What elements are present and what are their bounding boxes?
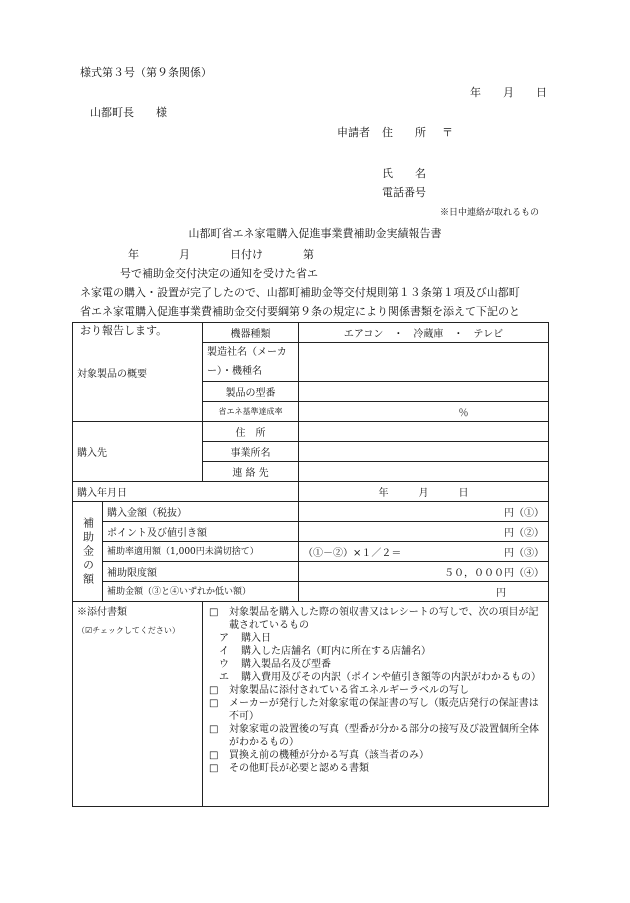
attachment-text: メーカーが発行した対象家電の保証書の写し（販売店発行の保証書は不可） — [229, 698, 539, 722]
manufacturer-label-1: 製造社名（メーカ — [207, 347, 287, 358]
rate-formula: （①－②）×１／２＝ — [303, 548, 402, 559]
device-type-label: 機器種類 — [203, 323, 299, 343]
purchase-place-label: 購入先 — [73, 422, 203, 482]
attachments-list — [207, 606, 544, 775]
attachment-item — [207, 645, 544, 658]
attachments-label-cell — [73, 602, 203, 807]
checkbox-icon[interactable]: □ — [209, 724, 219, 735]
report-table — [72, 322, 549, 807]
attachment-item[interactable] — [207, 723, 544, 749]
attachment-text: 購入した店舗名（町内に所在する店舗名） — [241, 646, 431, 657]
business-name-input[interactable] — [299, 442, 549, 462]
attachment-item[interactable] — [207, 762, 544, 775]
discount-input[interactable]: 円（②） — [299, 522, 549, 542]
subsidy-total-input[interactable] — [299, 582, 549, 602]
body-year: 年 — [128, 248, 139, 261]
attachment-item[interactable] — [207, 697, 544, 723]
checkbox-icon[interactable]: □ — [209, 607, 219, 618]
model-input[interactable] — [299, 382, 549, 402]
manufacturer-input[interactable] — [299, 343, 549, 382]
attachment-item[interactable] — [207, 749, 544, 762]
body-line-4: おり報告します。 — [80, 324, 168, 337]
contact-label: 連 絡 先 — [203, 462, 299, 482]
purchase-amount-label: 購入金額（税抜） — [103, 502, 299, 522]
attachment-text: 対象製品に添付されている省エネルギーラベルの写し — [229, 685, 469, 696]
address-label: 住 所 — [382, 126, 426, 139]
name-label: 氏 名 — [382, 167, 426, 180]
form-number: 様式第３号（第９条関係） — [80, 66, 212, 79]
addressee: 山都町長 様 — [90, 106, 167, 119]
manufacturer-label-2: ー）・機種名 — [207, 366, 262, 377]
attachment-item — [207, 632, 544, 645]
body-go: 号で補助金交付決定の通知を受けた省エ — [120, 267, 318, 280]
limit-label: 補助限度額 — [103, 562, 299, 582]
attachment-text: 対象製品を購入した際の領収書又はレシートの写しで、次の項目が記載されているもの — [229, 607, 539, 631]
device-type-value[interactable]: エアコン ・ 冷蔵庫 ・ テレビ — [299, 323, 549, 343]
rate-applied-input[interactable] — [299, 542, 549, 562]
percent-sign: ％ — [458, 408, 469, 419]
discount-label: ポイント及び値引き額 — [103, 522, 299, 542]
rate-unit: 円（③） — [504, 548, 544, 559]
check-note: （☑チェックしてください） — [77, 626, 180, 635]
body-line-2: ネ家電の購入・設置が完了したので、山都町補助金等交付規則第１３条第１項及び山都町 — [80, 286, 520, 299]
subsidy-total-unit: 円 — [496, 588, 506, 599]
purchase-amount-input[interactable]: 円（①） — [299, 502, 549, 522]
document-title: 山都町省エネ家電購入促進事業費補助金実績報告書 — [188, 227, 442, 240]
attachment-text: 対象家電の設置後の写真（型番が分かる部分の接写及び設置個所全体がわかるもの） — [229, 724, 539, 748]
phone-label: 電話番号 — [382, 186, 426, 199]
shop-address-label: 住 所 — [203, 422, 299, 442]
checkbox-icon[interactable]: □ — [209, 763, 219, 774]
attachment-text: その他町長が必要と認める書類 — [229, 763, 369, 774]
manufacturer-label — [203, 343, 299, 382]
purchase-date-value[interactable]: 年 月 日 — [299, 482, 549, 502]
body-line-1 — [80, 245, 550, 283]
sub-item-mark: イ — [219, 646, 229, 657]
business-name-label: 事業所名 — [203, 442, 299, 462]
body-day: 日付け — [230, 248, 263, 261]
attachment-text: 購入費用及びその内訳（ポインや値引き額等の内訳がわかるもの） — [241, 672, 541, 683]
shop-address-input[interactable] — [299, 422, 549, 442]
limit-value: ５０，０００円（④） — [299, 562, 549, 582]
subsidy-amount-vertical-label: 補助金の額 — [73, 502, 103, 602]
attachments-list-cell — [203, 602, 549, 807]
rate-applied-label: 補助率適用額（1,000円未満切捨て） — [103, 542, 299, 562]
checkbox-icon[interactable]: □ — [209, 698, 219, 709]
efficiency-label: 省エネ基準達成率 — [203, 402, 299, 422]
purchase-date-label: 購入年月日 — [73, 482, 299, 502]
attachment-item — [207, 671, 544, 684]
sub-item-mark: エ — [219, 672, 229, 683]
attachment-item[interactable] — [207, 684, 544, 697]
body-line-3: 省エネ家電購入促進事業費補助金交付要綱第９条の規定により関係書類を添えて下記のと — [80, 305, 520, 318]
attachments-label: ※添付書類 — [77, 607, 127, 618]
applicant-label: 申請者 — [337, 126, 370, 139]
sub-item-mark: ウ — [219, 659, 229, 670]
attachment-item — [207, 658, 544, 671]
body-month: 月 — [179, 248, 190, 261]
body-dai: 第 — [303, 248, 314, 261]
attachment-text: 購入日 — [241, 633, 271, 644]
model-label: 製品の型番 — [203, 382, 299, 402]
product-overview-label: 対象製品の概要 — [73, 323, 203, 422]
sub-item-mark: ア — [219, 633, 229, 644]
attachment-text: 買換え前の機種が分かる写真（該当者のみ） — [229, 750, 429, 761]
checkbox-icon[interactable]: □ — [209, 750, 219, 761]
attachment-text: 購入製品名及び型番 — [241, 659, 331, 670]
contact-input[interactable] — [299, 462, 549, 482]
checkbox-icon[interactable]: □ — [209, 685, 219, 696]
phone-note: ※日中連絡が取れるもの — [440, 208, 540, 218]
postal-mark: 〒 — [442, 126, 453, 139]
subsidy-total-label: 補助金額（③と④いずれか低い額） — [103, 582, 299, 602]
date-line: 年 月 日 — [470, 86, 547, 99]
efficiency-input[interactable] — [299, 402, 549, 422]
attachment-item[interactable] — [207, 606, 544, 632]
